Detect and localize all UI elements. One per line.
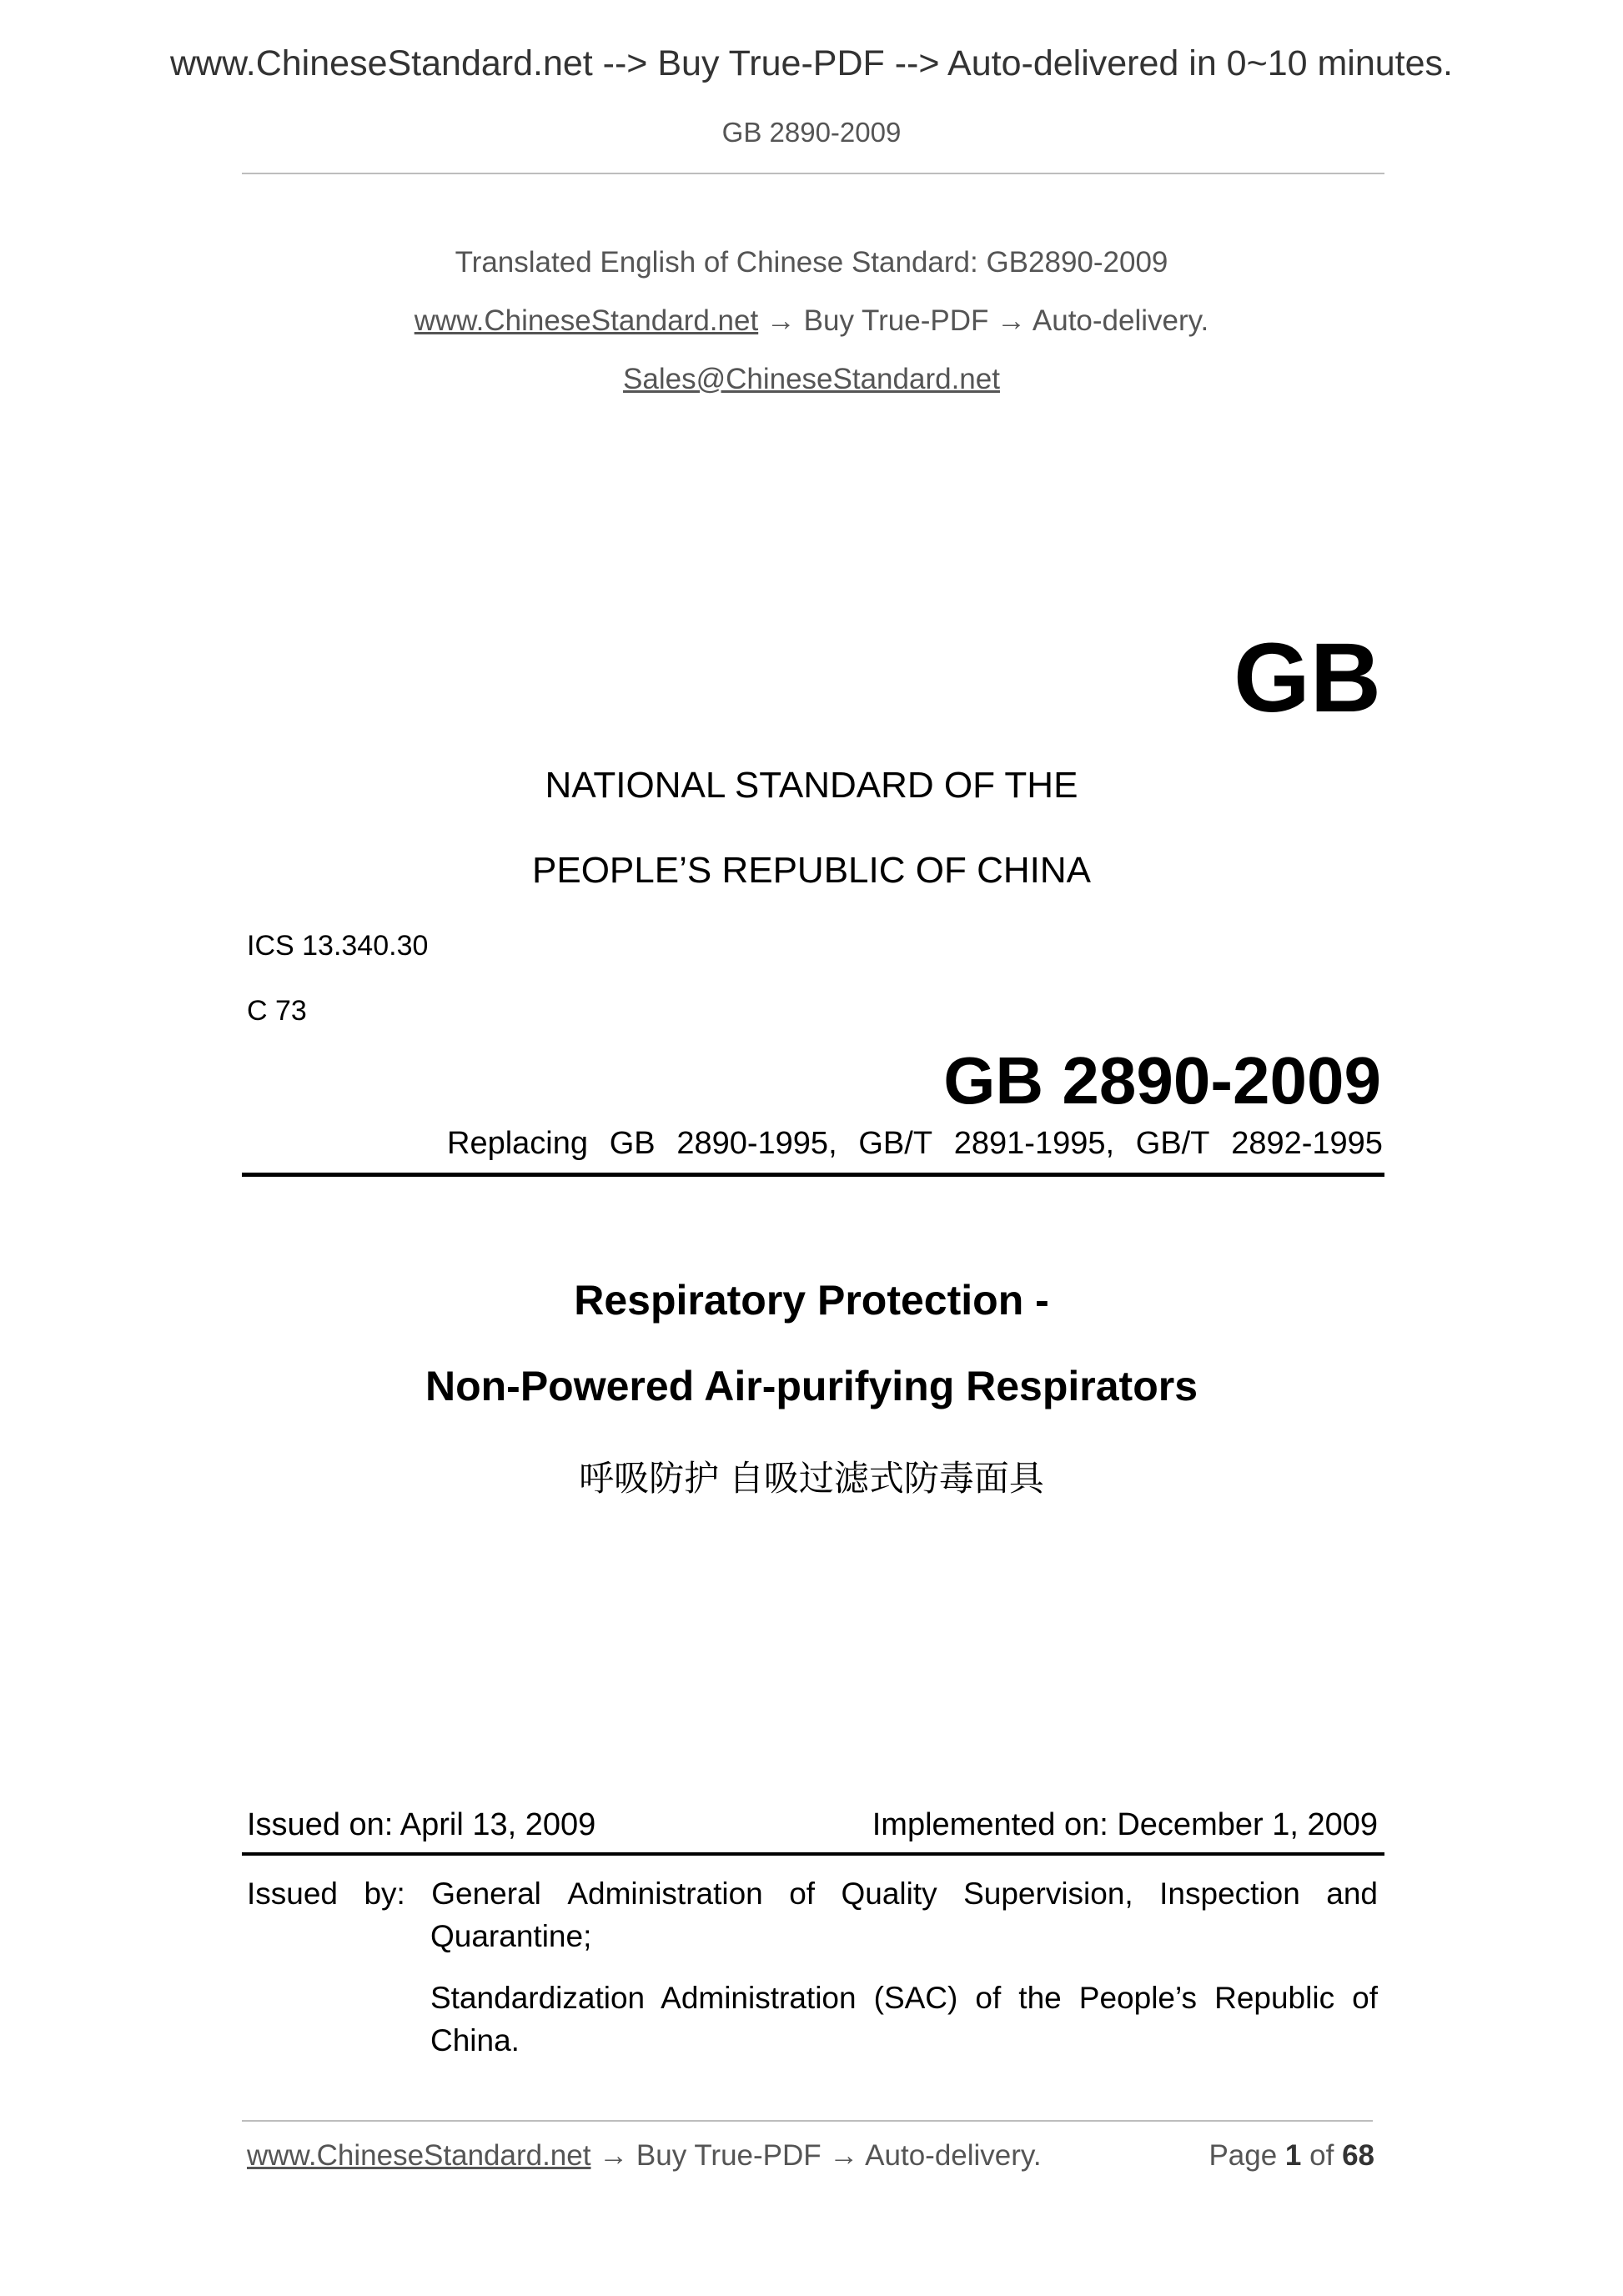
national-standard-line2: PEOPLE’S REPUBLIC OF CHINA <box>532 850 1091 891</box>
issued-by-word: and <box>1326 1876 1378 1911</box>
translation-notice: Translated English of Chinese Standard: GB2890-2009 <box>455 246 1168 279</box>
title-line2: Non-Powered Air-purifying Respirators <box>425 1363 1198 1409</box>
top-banner: www.ChineseStandard.net --> Buy True-PDF --> Auto-delivered in 0~10 minutes. <box>169 43 1453 83</box>
page-label: Page <box>1208 2139 1278 2172</box>
ccs-code: C 73 <box>247 995 307 1027</box>
page-number: 1 <box>1284 2139 1302 2172</box>
issued-by-word: Inspection <box>1159 1876 1300 1911</box>
replacing-word: GB/T <box>858 1126 933 1161</box>
footer-site-link[interactable]: www.ChineseStandard.net <box>247 2139 591 2172</box>
site-link[interactable]: www.ChineseStandard.net <box>414 304 759 337</box>
footer-buy-text: → Buy True-PDF → Auto-delivery. <box>599 2139 1042 2172</box>
cover-divider <box>242 1173 1384 1177</box>
replacing-word: GB <box>609 1126 656 1161</box>
email-line <box>0 363 1623 396</box>
replacing-word: GB/T <box>1135 1126 1210 1161</box>
ics-code: ICS 13.340.30 <box>247 930 429 962</box>
issued-by-line2-continuation: China. <box>430 2023 520 2057</box>
of-label: of <box>1309 2139 1334 2172</box>
standard-number: GB 2890-2009 <box>943 1043 1381 1118</box>
page-indicator <box>1208 2139 1374 2173</box>
issued-by-word: by: <box>364 1876 405 1911</box>
issued-by-line2: Standardization Administration (SAC) of the People’s Republic of <box>430 1981 1378 2015</box>
translation-buy-line <box>0 304 1623 338</box>
issued-by-word: General <box>431 1876 541 1911</box>
issued-by-line1 <box>247 1872 1378 1915</box>
issued-on: Issued on: April 13, 2009 <box>247 1807 596 1842</box>
dates-divider <box>242 1852 1384 1856</box>
issued-by-word: Issued <box>247 1876 339 1911</box>
footer-divider <box>242 2120 1373 2122</box>
issued-by-word: of <box>789 1876 816 1911</box>
page-total: 68 <box>1342 2139 1374 2172</box>
footer-left <box>247 2139 1042 2173</box>
document-header: GB 2890-2009 <box>721 117 902 148</box>
replacing-word: 2890-1995, <box>676 1126 837 1161</box>
issued-by-continuation: Quarantine; <box>430 1919 592 1953</box>
replacing-line <box>447 1126 1383 1162</box>
buy-line-text: → Buy True-PDF → Auto-delivery. <box>766 304 1209 337</box>
issued-by-block-2 <box>247 1977 1378 2062</box>
sales-email-link[interactable]: Sales@ChineseStandard.net <box>623 363 1000 395</box>
replacing-word: Replacing <box>447 1126 588 1161</box>
page-footer <box>247 2139 1374 2173</box>
issued-by-block <box>247 1872 1378 1957</box>
replacing-word: 2892-1995 <box>1231 1126 1383 1161</box>
issued-by-word: Supervision, <box>963 1876 1133 1911</box>
chinese-title: 呼吸防护 自吸过滤式防毒面具 <box>579 1459 1044 1498</box>
issued-by-word: Quality <box>841 1876 937 1911</box>
implemented-on: Implemented on: December 1, 2009 <box>872 1807 1378 1842</box>
national-standard-line1: NATIONAL STANDARD OF THE <box>545 765 1078 806</box>
title-line1: Respiratory Protection - <box>574 1277 1049 1324</box>
gb-mark: GB <box>1234 623 1381 733</box>
replacing-word: 2891-1995, <box>953 1126 1115 1161</box>
issued-by-word: Administration <box>567 1876 763 1911</box>
dates-row <box>247 1807 1378 1843</box>
header-divider <box>242 173 1384 174</box>
